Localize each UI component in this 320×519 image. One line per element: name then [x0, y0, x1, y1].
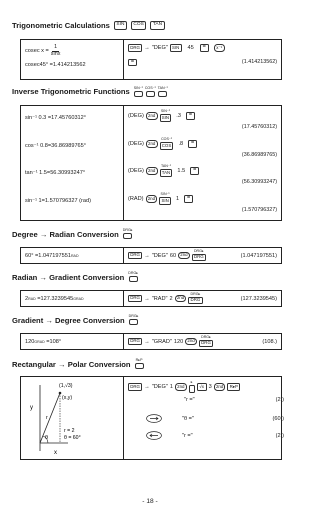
title-text: Trigonometric Calculations [12, 21, 110, 30]
inverse-keys [134, 87, 168, 97]
section-title-trig [12, 21, 165, 30]
cos-inv-label: COS⁻¹ [144, 86, 156, 90]
sin-key: SIN [114, 21, 127, 30]
tan-key: TAN [160, 169, 173, 177]
radius-line [40, 393, 60, 443]
key-sup: SIN⁻¹ [160, 109, 170, 113]
second-key: 2nd [175, 383, 187, 391]
second-key: 2nd [178, 252, 190, 260]
rad-grad-right [124, 291, 281, 306]
key-sup: DRG▸ [201, 334, 211, 339]
page-number: - 18 - [142, 498, 158, 505]
frac-den: sinx [50, 50, 61, 57]
expr-sup1: RAD [28, 296, 36, 301]
trig-box-left [21, 40, 124, 79]
deg-rad-box [20, 247, 282, 264]
value: 2 [169, 295, 173, 302]
value: 1.5 [177, 167, 186, 174]
second-key: 2nd [175, 295, 187, 303]
output-label: "r =" [184, 397, 195, 403]
expr-pre: 120 [25, 338, 35, 345]
trig-box [20, 39, 282, 80]
tan-inv-label: TAN⁻¹ [157, 86, 168, 90]
rp-key: R▸P [227, 383, 240, 391]
result: (127.3239545) [240, 295, 277, 302]
expr-sup2: GRAD [73, 296, 84, 301]
grad-deg-box [20, 333, 282, 350]
drg-key [129, 276, 138, 282]
arrow: → [144, 383, 150, 390]
mode-label: "DEG" [151, 252, 168, 259]
equals-key: = [188, 140, 197, 148]
equals-key: = [184, 195, 193, 203]
reciprocal-key: x⁻¹ [214, 44, 225, 52]
inv-line-3 [128, 165, 277, 185]
drg-key [123, 233, 132, 239]
result: (108.) [262, 338, 277, 345]
inv-line-4 [128, 193, 277, 213]
value: .8 [178, 140, 184, 147]
second-key: 2nd [146, 140, 158, 148]
title-text: Degree → Radian Conversion [12, 229, 119, 239]
drg-key: DRG [128, 383, 142, 391]
mode-label: (DEG) [128, 140, 144, 147]
arrow: → [144, 338, 150, 345]
equals-key: = [200, 44, 209, 52]
section-title-grad-deg [12, 315, 138, 325]
expr: 60° =1.047197551 [25, 252, 71, 259]
inv-expr-3: tan⁻¹ 1.5=56.30993247° [25, 170, 86, 176]
output-label: "θ =" [182, 415, 194, 422]
expr-mid: =127.3239545 [35, 295, 74, 302]
title-text: Radian → Gradient Conversion [12, 272, 125, 282]
inv-line-2 [128, 138, 277, 158]
inv-expr-2: cos⁻¹ 0.8=36.86989765° [25, 143, 87, 149]
expr-post: =108° [44, 338, 62, 345]
section-title-rect-polar [12, 359, 144, 369]
drg-key [129, 319, 138, 325]
section-title-rad-grad [12, 272, 138, 282]
key-sup: TAN⁻¹ [160, 164, 171, 168]
rect-polar-box [20, 376, 282, 460]
drg-key-2: DRG [192, 254, 206, 262]
trig-box-right [124, 40, 281, 79]
result: (17.45760312) [241, 123, 277, 130]
title-text: Rectangular → Polar Conversion [12, 359, 131, 369]
result: (56.30993247) [241, 178, 277, 185]
exchange-key-icon [146, 414, 162, 423]
key-blank [158, 91, 167, 97]
mode-label: "GRAD" [151, 338, 172, 345]
rect-polar-right [124, 377, 284, 459]
cosec-lhs: cosec x = [25, 48, 49, 55]
drg-sup: DRG▸ [128, 314, 139, 318]
arrow: → [144, 252, 150, 259]
inv-expr-4: sin⁻¹ 1=1.570796327 (rad) [25, 198, 91, 204]
deg-rad-left [21, 248, 124, 263]
key-sup: DRG▸ [190, 291, 201, 296]
drg-key-2: DRG [188, 297, 202, 305]
output-2 [146, 414, 284, 423]
section-title-deg-rad [12, 229, 133, 239]
output-value: (2.) [275, 397, 284, 403]
r-value-label: r = 2 [64, 428, 75, 434]
section-title-inverse [12, 87, 168, 97]
output-label: "r =" [182, 432, 193, 439]
result: (36.86989765) [241, 151, 277, 158]
sin-key-inline: SIN [170, 44, 182, 52]
expr-sup: RAD [70, 253, 79, 258]
key-blank [134, 91, 143, 97]
frac-num: 1 [54, 44, 58, 50]
cosec45-text: cosec45° =1.414213562 [25, 61, 86, 68]
point-marker [59, 392, 62, 395]
r-label: r [46, 415, 48, 421]
theta-value-label: θ = 60° [64, 435, 81, 441]
drg-key: DRG [128, 338, 142, 346]
sqrt-key: √x [197, 383, 207, 391]
point-label: (1,√3) [59, 383, 73, 389]
mode-label: (RAD) [128, 195, 144, 202]
tan-key: TAN [150, 21, 164, 30]
output-1 [184, 397, 284, 403]
second-key: 2nd [185, 338, 197, 346]
comma-key [189, 385, 195, 393]
inv-expr-1: sin⁻¹ 0.3 =17.45760312° [25, 115, 87, 121]
inv-line-1 [128, 110, 277, 130]
inverse-box [20, 105, 282, 221]
arrow: → [144, 295, 150, 302]
second-key: 2nd [146, 167, 158, 175]
cos-key: COS [160, 142, 174, 150]
second-key-2: 2nd [214, 383, 226, 391]
expr-pre: 2 [25, 295, 29, 302]
value: 120 [173, 338, 184, 345]
drg-sup: DRG▸ [128, 271, 139, 275]
sin-key: SIN [159, 197, 171, 205]
xy-label: (x,y) [62, 395, 73, 401]
rad-grad-left [21, 291, 124, 306]
y-axis-label: y [30, 405, 33, 411]
result: (1.047197551) [240, 252, 277, 259]
sin-key: SIN [160, 114, 172, 122]
grad-deg-left [21, 334, 124, 349]
title-text: Inverse Trigonometric Functions [12, 87, 130, 97]
key-blank [146, 91, 155, 97]
value: 1 [175, 195, 180, 202]
value: .3 [176, 112, 181, 119]
fraction [51, 45, 61, 58]
drg-key: DRG [128, 44, 142, 52]
mode-label: "RAD" [151, 295, 168, 302]
rp-key [135, 363, 144, 369]
result: (1.570796327) [241, 206, 277, 213]
rp-sup: R▸P [135, 358, 143, 362]
value: 60 [169, 252, 177, 259]
arrow: → [144, 44, 150, 51]
result: (1.414213562) [241, 59, 277, 66]
output-value: (2.) [275, 432, 284, 439]
theta-label: θ [45, 435, 48, 441]
inverse-box-right [124, 106, 281, 220]
equals-key: = [186, 112, 195, 120]
output-3 [146, 431, 284, 440]
polar-diagram [24, 379, 119, 457]
rect-diagram-cell [21, 377, 124, 459]
cos-key: COS [131, 21, 146, 30]
x-axis-label: x [54, 450, 57, 456]
value-1: 1 [169, 383, 173, 390]
equals-key: = [190, 167, 199, 175]
grad-deg-right [124, 334, 281, 349]
key-sup: ▸ [190, 380, 193, 384]
mode-label: "DEG" [151, 383, 168, 390]
drg-key-2: DRG [199, 340, 213, 348]
drg-sup: DRG▸ [122, 228, 133, 232]
key-sup: DRG▸ [193, 248, 204, 253]
mode-label: (DEG) [128, 112, 144, 119]
value-45: 45 [187, 44, 194, 51]
inverse-box-left [21, 106, 124, 220]
key-sup: COS⁻¹ [161, 137, 172, 141]
exchange-key-icon-back [146, 431, 162, 440]
drg-key: DRG [128, 252, 142, 260]
second-key: 2nd [146, 195, 158, 203]
value-3: 3 [208, 383, 212, 390]
equals-key-2: = [128, 59, 137, 67]
mode-label: "DEG" [151, 44, 168, 51]
rad-grad-box [20, 290, 282, 307]
deg-rad-right [124, 248, 281, 263]
title-text: Gradient → Degree Conversion [12, 315, 125, 325]
output-value: (60.) [272, 415, 284, 422]
sin-inv-label: SIN⁻¹ [133, 86, 143, 90]
mode-label: (DEG) [128, 167, 144, 174]
second-key: 2nd [146, 112, 158, 120]
key-sup: SIN⁻¹ [160, 192, 170, 196]
expr-sup: GRAD [34, 339, 45, 344]
drg-key: DRG [128, 295, 142, 303]
